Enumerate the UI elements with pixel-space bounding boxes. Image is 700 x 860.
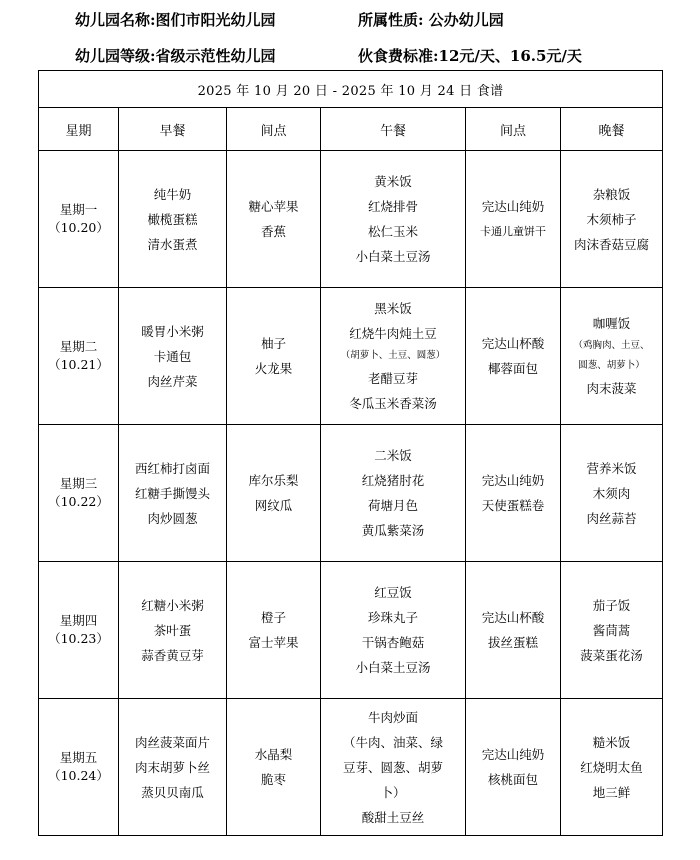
table-row [39,288,663,425]
menu-item: 酱茼蒿 [592,622,631,638]
afternoon-snack-cell [466,699,561,836]
menu-item: 老醋豆芽 [367,371,418,386]
menu-item: 肉炒圆葱 [147,510,198,526]
morning-snack-cell [227,562,321,699]
menu-item: 红烧排骨 [367,199,418,214]
menu-item: 完达山纯奶 [481,473,545,488]
dinner-cell [561,699,663,836]
menu-item: （鸡胸肉、土豆、 [573,340,650,351]
menu-item: 红糖小米粥 [141,597,204,613]
date-label: （10.24） [48,768,109,783]
menu-item: 火龙果 [254,361,293,376]
morning-snack-cell [227,699,321,836]
breakfast-cell [119,288,227,425]
menu-item: 松仁玉米 [367,224,418,239]
table-row [39,425,663,562]
breakfast-cell [119,425,227,562]
menu-item: 清水蛋煮 [147,236,198,252]
kindergarten-grade: 幼儿园等级:省级示范性幼儿园 [75,47,276,65]
weekday-label: 星期三 [59,476,98,491]
menu-item: 黑米饭 [374,301,412,316]
morning-snack-cell [227,151,321,288]
menu-item: 二米饭 [374,448,412,463]
date-label: （10.20） [48,220,109,235]
afternoon-snack-cell [466,425,561,562]
dinner-cell [561,151,663,288]
menu-item: 小白菜土豆汤 [355,660,431,675]
weekly-menu-table [38,70,663,836]
weekday-cell [39,562,119,699]
menu-item: 肉丝蒜苔 [586,510,637,526]
weekday-cell [39,288,119,425]
menu-item: 橙子 [260,610,286,625]
menu-item: 肉丝芹菜 [147,373,198,389]
menu-item: 蒜香黄豆芽 [141,647,204,663]
menu-item: 完达山杯酸 [481,336,545,351]
menu-item: 黄米饭 [374,174,412,189]
menu-item: 珍珠丸子 [367,610,418,625]
menu-item: 肉沫香菇豆腐 [574,236,650,252]
menu-title: 2025 年 10 月 20 日 - 2025 年 10 月 24 日 食谱 [39,71,663,108]
afternoon-snack-cell [466,151,561,288]
header-line-2 [0,44,700,68]
breakfast-cell [119,562,227,699]
menu-item: 肉末胡萝卜丝 [134,759,210,775]
afternoon-snack-cell [466,288,561,425]
menu-item: 营养米饭 [586,460,637,476]
col-header-afternoon-snack: 间点 [466,108,561,151]
menu-item: 菠菜蛋花汤 [580,647,643,663]
afternoon-snack-cell [466,562,561,699]
menu-item: 卜） [380,784,406,800]
menu-item: 黄瓜紫菜汤 [361,523,425,538]
menu-item: 茄子饭 [592,597,631,613]
menu-item: 木须肉 [592,485,631,501]
menu-item: 干锅杏鲍菇 [361,635,425,650]
menu-item: 杂粮饭 [592,186,631,202]
menu-item: 橄榄蛋糕 [147,211,198,227]
menu-item: 库尔乐梨 [248,473,299,488]
menu-item: 富士苹果 [248,635,299,650]
weekday-label: 星期五 [59,750,98,765]
lunch-cell [321,288,466,425]
menu-item: 脆枣 [260,772,286,787]
menu-title-row [39,71,663,108]
lunch-cell [321,699,466,836]
date-label: （10.21） [48,357,109,372]
menu-item: 完达山纯奶 [481,747,545,762]
menu-item: 红糖手撕馒头 [134,485,210,501]
col-header-weekday: 星期 [39,108,119,151]
menu-item: 水晶梨 [254,747,293,762]
menu-item: （胡萝卜、土豆、圆葱） [340,350,446,361]
menu-item: 木须柿子 [586,211,637,227]
menu-item: 圆葱、胡萝卜） [578,360,645,371]
menu-item: 完达山杯酸 [481,610,545,625]
menu-item: 核桃面包 [487,772,538,787]
menu-item: 肉末菠菜 [586,381,637,396]
date-label: （10.23） [48,631,109,646]
menu-item: 西红柿打卤面 [134,460,210,476]
col-header-morning-snack: 间点 [227,108,321,151]
table-row [39,699,663,836]
morning-snack-cell [227,288,321,425]
dinner-cell [561,425,663,562]
menu-item: 蒸贝贝南瓜 [141,784,204,800]
menu-item: 豆芽、圆葱、胡萝 [342,759,443,775]
menu-item: 纯牛奶 [153,186,192,202]
menu-item: 牛肉炒面 [367,709,418,725]
menu-item: 卡通包 [153,348,192,364]
menu-item: 咖喱饭 [592,316,631,331]
menu-item: 网纹瓜 [254,498,293,513]
menu-item: 冬瓜玉米香菜汤 [349,396,437,411]
menu-item: （牛肉、油菜、绿 [342,734,443,750]
kindergarten-nature: 所属性质: 公办幼儿园 [358,11,504,29]
menu-item: 红烧牛肉炖土豆 [349,326,437,341]
weekday-label: 星期一 [59,202,98,217]
menu-item: 红烧猪肘花 [361,473,425,488]
table-row [39,562,663,699]
menu-item: 柚子 [260,336,286,351]
menu-item: 荷塘月色 [367,498,418,513]
col-header-dinner: 晚餐 [561,108,663,151]
header-line-1 [0,8,700,32]
lunch-cell [321,562,466,699]
menu-item: 卡通儿童饼干 [480,225,546,238]
breakfast-cell [119,151,227,288]
column-header-row [39,108,663,151]
menu-item: 糖心苹果 [248,199,299,214]
breakfast-cell [119,699,227,836]
menu-item: 肉丝菠菜面片 [134,734,210,750]
weekday-label: 星期四 [59,613,98,628]
menu-item: 天使蛋糕卷 [481,498,545,513]
kindergarten-name: 幼儿园名称:图们市阳光幼儿园 [75,11,276,29]
menu-item: 椰蓉面包 [487,361,538,376]
col-header-breakfast: 早餐 [119,108,227,151]
table-row [39,151,663,288]
menu-item: 糙米饭 [592,734,631,750]
menu-item: 暖胃小米粥 [141,323,204,339]
meal-fee-standard: 伙食费标准:12元/天、16.5元/天 [358,47,582,65]
lunch-cell [321,425,466,562]
menu-item: 拔丝蛋糕 [487,635,538,650]
menu-item: 地三鲜 [592,784,631,800]
weekday-label: 星期二 [59,339,98,354]
lunch-cell [321,151,466,288]
menu-item: 茶叶蛋 [153,622,192,638]
weekday-cell [39,699,119,836]
menu-item: 小白菜土豆汤 [355,249,431,264]
menu-item: 香蕉 [260,224,286,239]
weekday-cell [39,425,119,562]
date-label: （10.22） [48,494,109,509]
weekday-cell [39,151,119,288]
menu-item: 红烧明太鱼 [580,759,643,775]
menu-item: 完达山纯奶 [481,199,545,214]
col-header-lunch: 午餐 [321,108,466,151]
menu-item: 酸甜土豆丝 [361,809,425,825]
menu-item: 红豆饭 [374,585,412,600]
morning-snack-cell [227,425,321,562]
dinner-cell [561,288,663,425]
dinner-cell [561,562,663,699]
